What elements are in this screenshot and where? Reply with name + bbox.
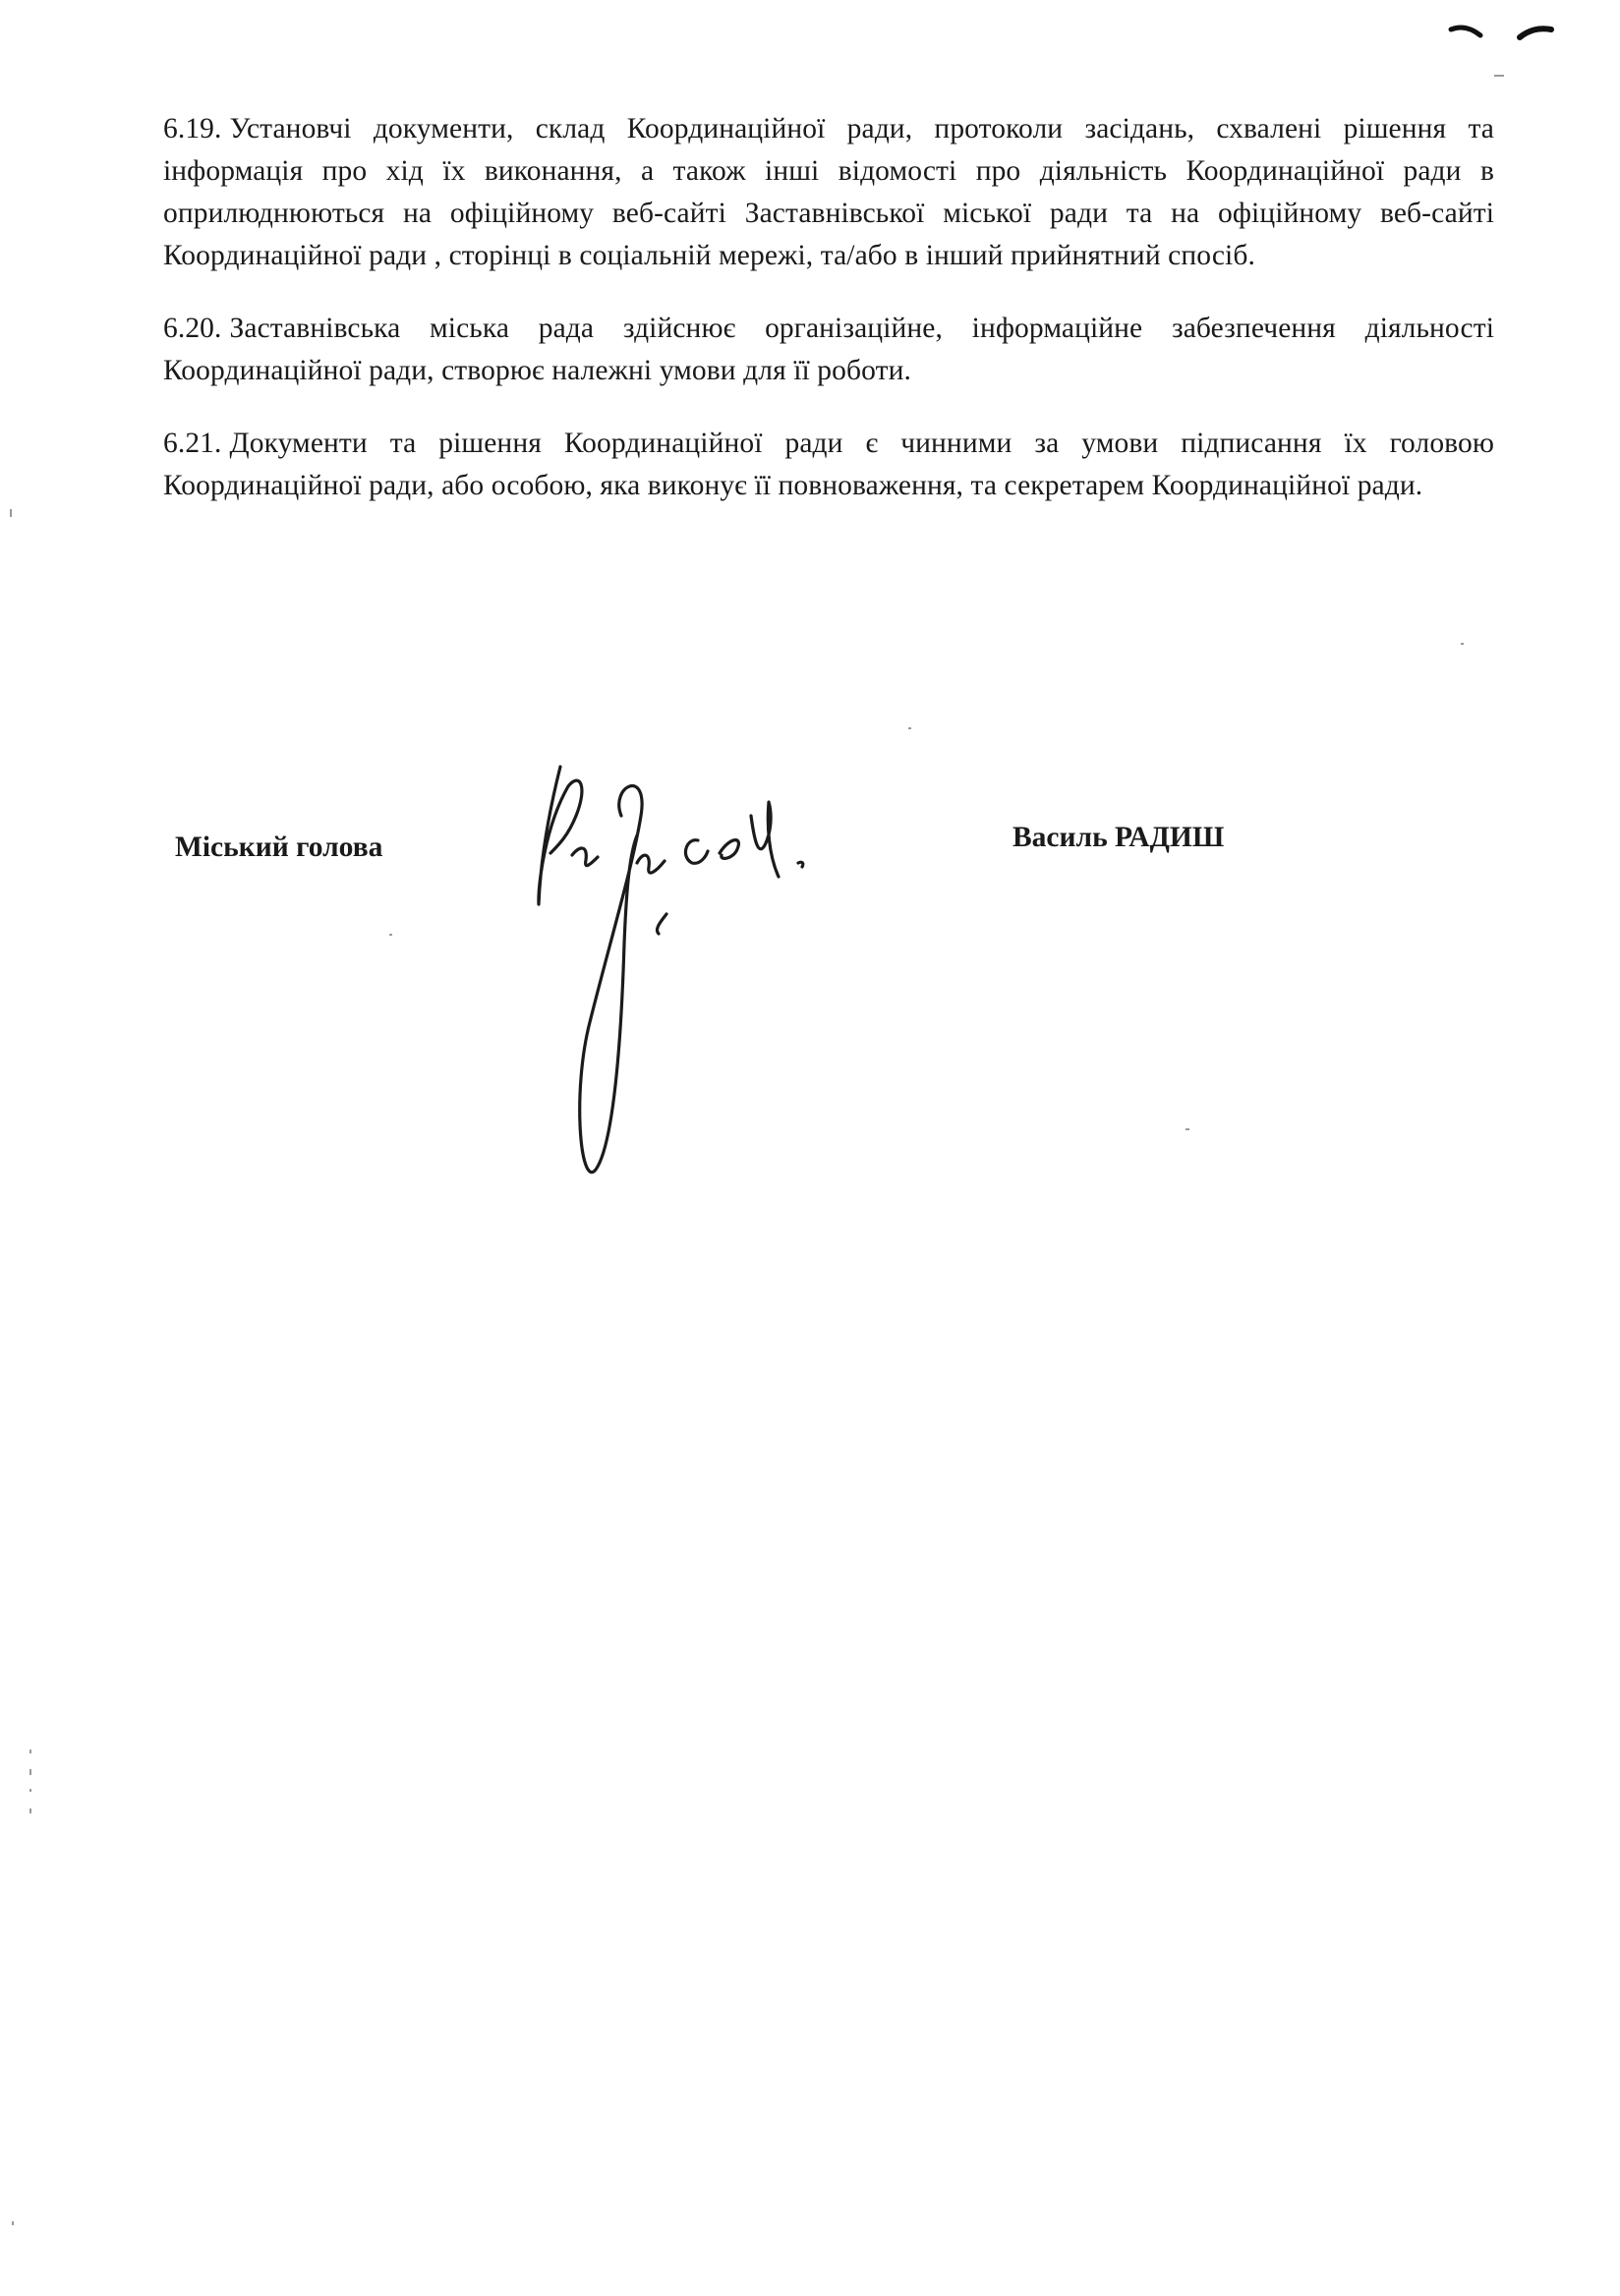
paragraph-text: Документи та рішення Координаційної ради є чинними за умови підписання їх головою Координаційної ради, або особою, яка виконує її повноваження, та секретарем Координаційної ради. [163, 428, 1494, 501]
paragraph-6-19 [163, 108, 1494, 277]
paragraph-6-21 [163, 423, 1494, 507]
paragraph-number: 6.19. [163, 113, 222, 144]
paragraph-number: 6.21. [163, 428, 222, 459]
paragraph-text: Установчі документи, склад Координаційної ради, протоколи засідань, схвалені рішення та інформація про хід їх виконання, а також інші відомості про діяльність Координаційної ради в оприлюднюються на офіційному веб-сайті Заставнівської міської ради та на офіційному веб-сайті Координаційної ради , сторінці в соціальній мережі, та/або в інший прийнятний спосіб. [163, 113, 1494, 271]
signer-name: Василь РАДИШ [1012, 822, 1225, 853]
scan-corner-mark [1441, 18, 1559, 57]
paragraph-text: Заставнівська міська рада здійснює організаційне, інформаційне забезпечення діяльності Координаційної ради, створює належні умови для її роботи. [163, 313, 1494, 386]
position-title: Міський голова [175, 832, 383, 863]
paragraph-number: 6.20. [163, 313, 222, 344]
paragraphs-section [163, 108, 1494, 538]
paragraph-6-20 [163, 308, 1494, 392]
handwritten-signature [511, 747, 845, 1189]
